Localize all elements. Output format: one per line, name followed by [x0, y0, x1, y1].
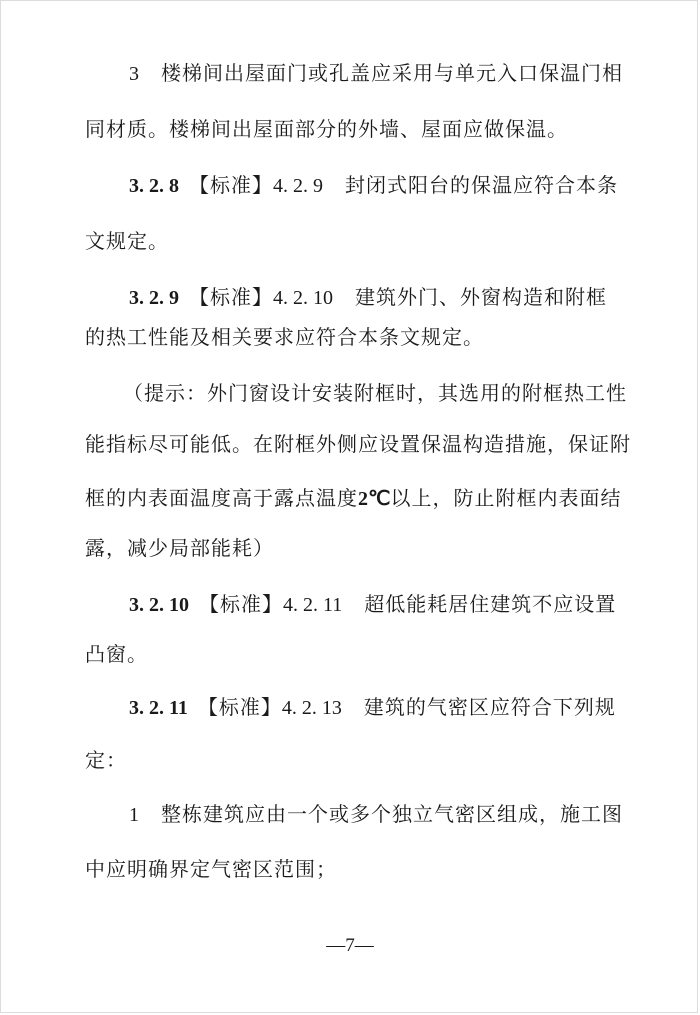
paragraph-text: 同材质。楼梯间出屋面部分的外墙、屋面应做保温。: [85, 117, 568, 141]
item-number: 3: [129, 63, 139, 85]
standard-tag: 【标准】: [197, 695, 282, 719]
clause-3-2-8-line-1: [129, 173, 618, 198]
hint-line-3: [85, 486, 621, 511]
paragraph-text: 的热工性能及相关要求应符合本条文规定。: [85, 325, 484, 349]
clause-3-2-8-line-2: [85, 229, 169, 253]
paragraph-text: 定：: [85, 748, 127, 772]
clause-3-2-9-line-2: [85, 325, 484, 349]
paragraph-text: 能指标尽可能低。在附框外侧应设置保温构造措施，保证附: [85, 432, 631, 456]
clause-3-2-11-line-1: [129, 695, 616, 720]
standard-reference: 4. 2. 9: [273, 175, 323, 197]
standard-reference: 4. 2. 11: [283, 594, 343, 616]
paragraph-text: 凸窗。: [85, 642, 148, 666]
paragraph-text: 建筑的气密区应符合下列规: [363, 695, 616, 719]
standard-tag: 【标准】: [189, 285, 273, 309]
item-number: 1: [129, 804, 139, 826]
standard-tag: 【标准】: [199, 592, 283, 616]
paragraph-text: 露，减少局部能耗）: [85, 536, 274, 560]
page-number: —7—: [326, 935, 374, 956]
clause-3-2-10-line-1: [129, 592, 616, 617]
standard-reference: 4. 2. 13: [281, 697, 342, 719]
hint-line-2: [85, 432, 631, 456]
paragraph-text: 整栋建筑应由一个或多个独立气密区组成，施工图: [161, 802, 623, 826]
paragraph-text: 框的内表面温度高于露点温度: [85, 486, 358, 510]
paragraph-text: 楼梯间出屋面门或孔盖应采用与单元入口保温门相: [161, 61, 623, 85]
clause-3-2-9-line-1: [129, 285, 607, 310]
paragraph-text: 中应明确界定气密区范围；: [85, 857, 337, 881]
standard-reference: 4. 2. 10: [273, 287, 333, 309]
paragraph-text: 以上，防止附框内表面结: [390, 486, 622, 510]
clause-3-2-11-line-2: [85, 748, 127, 772]
temperature-value: 2℃: [358, 488, 391, 510]
clause-number: 3. 2. 9: [129, 287, 179, 309]
hint-line-4: [85, 536, 274, 560]
clause-3-2-10-line-2: [85, 642, 148, 666]
hint-line-1: [123, 381, 627, 405]
paragraph-text: 封闭式阳台的保温应符合本条: [345, 173, 618, 197]
standard-tag: 【标准】: [189, 173, 273, 197]
item-1-line-1: [129, 802, 623, 827]
paragraph-text: 超低能耗居住建筑不应设置: [364, 592, 617, 616]
clause-number: 3. 2. 11: [129, 697, 188, 719]
item-1-line-2: [85, 857, 337, 881]
paragraph-text: （提示：外门窗设计安装附框时，其选用的附框热工性: [123, 381, 627, 405]
clause-number: 3. 2. 10: [129, 594, 189, 616]
paragraph-1-line-1: [129, 61, 623, 86]
paragraph-text: 文规定。: [85, 229, 169, 253]
clause-number: 3. 2. 8: [129, 175, 179, 197]
paragraph-1-line-2: [85, 117, 568, 141]
paragraph-text: 建筑外门、外窗构造和附框: [355, 285, 607, 309]
